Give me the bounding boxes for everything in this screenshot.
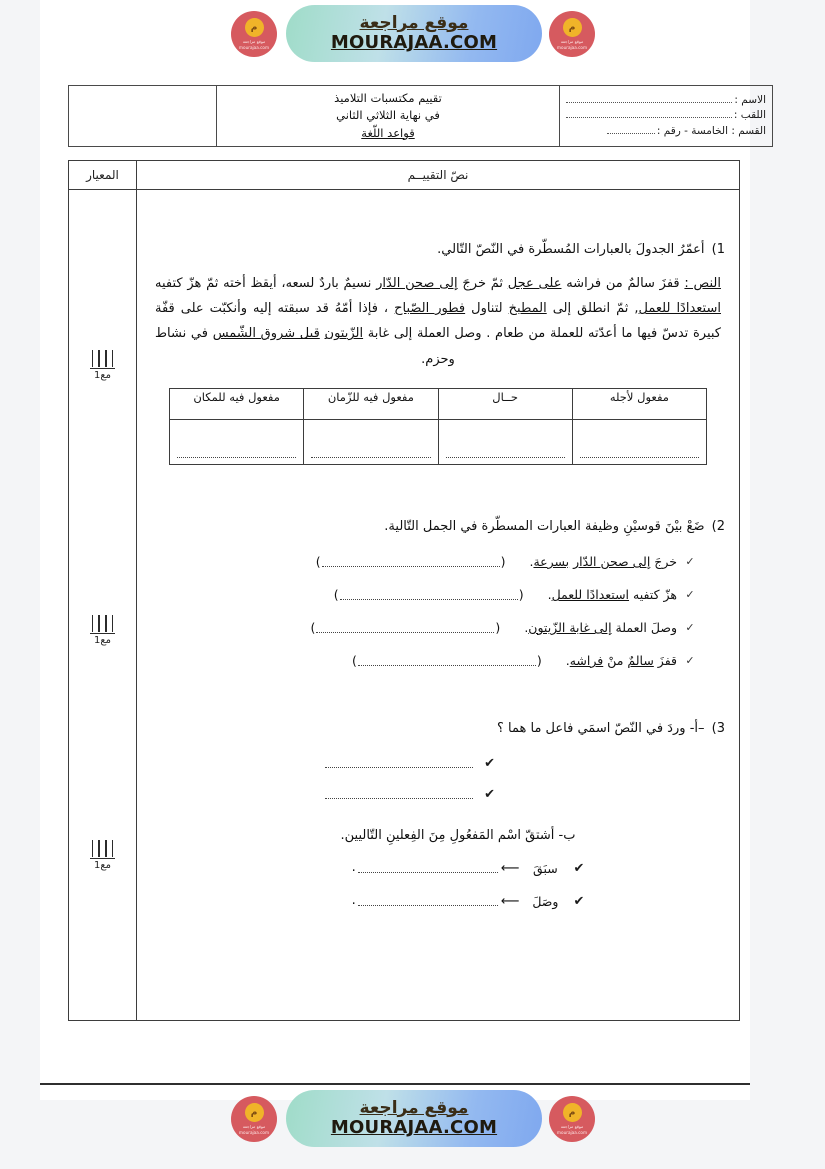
sentence-underlined: إلى غابة الزّيتون — [528, 619, 612, 635]
grid-header-maful-fih-zaman: مفعول فيه للزّمان — [304, 389, 438, 420]
list-item — [151, 894, 725, 909]
answer-parentheses[interactable] — [334, 587, 524, 602]
table-row — [69, 86, 773, 147]
answer-line — [580, 449, 699, 458]
class-field-row — [566, 124, 766, 139]
sentence-underlined: فراشه — [569, 652, 604, 668]
paren-open: ( — [495, 620, 501, 636]
banner-website-url: MOURAJAA.COM — [330, 32, 498, 54]
answer-line[interactable] — [358, 863, 498, 873]
logo-caption-ar: موقع مراجعة — [242, 39, 266, 45]
exercise-3-part-b-instruction: ب- أشتقّ اسْم المَفعُولِ مِنَ الفِعلينِ التّاليين. — [340, 827, 576, 843]
verb-text: وصَلَ — [532, 893, 559, 909]
list-item — [151, 618, 725, 638]
passage-text: ، فإذا أمّهُ قد سبقته إليه وأنكبّت على قفّة كبيرة تدسّ فيها ما أعدّته للعملة من طعام . وصل العملة إلى غابة — [155, 301, 722, 342]
logo-badge-icon: م — [563, 18, 582, 37]
class-label: القسم : الخامسة - رقم : — [656, 124, 766, 137]
answer-line — [446, 449, 565, 458]
assessment-body-cell — [137, 190, 740, 1021]
check-icon: ✓ — [685, 555, 695, 569]
criterion-label: مع1 — [93, 370, 112, 381]
answer-line — [311, 449, 430, 458]
grid-header-maful-fih-makan: مفعول فيه للمكان — [170, 389, 304, 420]
mourajaa-logo-right-icon — [549, 1096, 595, 1142]
logo-badge-icon: م — [245, 1103, 264, 1122]
sentence-text — [560, 651, 683, 671]
sentence-plain: . — [529, 553, 534, 569]
class-number-input-line[interactable] — [607, 124, 655, 134]
exercise-3-number: 3) — [711, 720, 725, 736]
list-item — [151, 861, 725, 876]
paren-close: ) — [310, 620, 316, 636]
exercise-2-instruction: ضَعْ بيْنَ قوسيْنِ وظيفة العبارات المسطّرة في الجمل التّالية. — [384, 519, 705, 535]
paren-close: ) — [315, 554, 321, 570]
exercise-1-grid-wrapper — [151, 388, 725, 465]
answer-line — [316, 623, 494, 633]
logo-caption — [239, 39, 269, 50]
column-header-criterion: المعيار — [69, 161, 137, 190]
passage-underlined-phrase: على عجل — [507, 275, 562, 291]
sentence-underlined: استعدادًا للعمل — [551, 586, 630, 602]
passage-body — [155, 276, 721, 367]
passage-text: لتناول — [465, 301, 509, 317]
exercise-2 — [151, 517, 725, 671]
score-blank-cell[interactable] — [69, 86, 217, 147]
banner-arabic-title: موقع مراجعة — [359, 12, 469, 33]
list-item — [151, 787, 725, 802]
check-icon: ✔ — [573, 893, 585, 909]
bottom-watermark-banner — [228, 1088, 598, 1150]
logo-caption — [239, 1124, 269, 1135]
assessment-table — [68, 160, 740, 1021]
exercise-3-verb-list — [151, 861, 725, 909]
passage-text: في نشاط وحزم. — [155, 326, 455, 367]
table-header-row — [170, 389, 707, 420]
name-label: الاسم : — [734, 94, 766, 107]
passage-underlined-phrase: قبل شروق الشّمس — [212, 326, 320, 342]
passage-underlined-phrase: استعدادًا للعمل — [638, 301, 721, 317]
exercise-2-sentence-list — [151, 552, 725, 671]
banner-arabic-title: موقع مراجعة — [359, 1097, 469, 1118]
surname-field-row — [566, 108, 766, 123]
table-row — [170, 420, 707, 465]
sentence-plain: . — [547, 586, 552, 602]
arrow-icon: ⟵ — [500, 893, 520, 909]
answer-cell[interactable] — [572, 420, 706, 465]
tally-marks — [90, 350, 115, 369]
logo-caption-en: mourajaa.com — [556, 1129, 588, 1135]
check-icon: ✔ — [484, 755, 495, 771]
answer-line[interactable] — [358, 896, 498, 906]
logo-caption-en: mourajaa.com — [238, 44, 270, 50]
sentence-plain: هزّ كتفيه — [629, 586, 677, 602]
tally-marks — [90, 615, 115, 634]
exercise-3-title — [151, 719, 725, 740]
answer-cell[interactable] — [304, 420, 438, 465]
logo-caption — [557, 39, 587, 50]
answer-line — [340, 590, 518, 600]
banner-text-block — [286, 1090, 542, 1147]
footer-divider — [40, 1083, 750, 1085]
answer-line[interactable] — [325, 758, 473, 768]
exercise-1-instruction: أعمّرُ الجدولَ بالعبارات المُسطّرة في النّصّ التّالي. — [437, 242, 705, 257]
check-icon: ✓ — [685, 621, 695, 635]
arrow-icon: ⟵ — [500, 860, 520, 876]
name-input-line[interactable] — [566, 93, 732, 103]
grid-header-maful-liajlih: مفعول لأجله — [572, 389, 706, 420]
check-icon: ✓ — [685, 654, 695, 668]
grammar-function-table — [169, 388, 707, 465]
logo-caption-en: mourajaa.com — [556, 44, 588, 50]
student-identity-table — [68, 85, 773, 147]
answer-line[interactable] — [325, 789, 473, 799]
paren-close: ) — [351, 653, 357, 669]
sentence-text — [542, 585, 683, 605]
logo-caption-ar: موقع مراجعة — [560, 39, 584, 45]
period-mark: . — [351, 893, 356, 909]
top-watermark-banner — [228, 3, 598, 65]
banner-website-url: MOURAJAA.COM — [330, 1117, 498, 1139]
logo-caption-en: mourajaa.com — [238, 1129, 270, 1135]
sentence-underlined: إلى صحن الدّار — [573, 553, 651, 569]
mourajaa-logo-right-icon — [549, 11, 595, 57]
logo-caption — [557, 1124, 587, 1135]
answer-parentheses[interactable] — [316, 554, 506, 569]
paren-open: ( — [518, 587, 524, 603]
period-mark: . — [351, 860, 356, 876]
exercise-1-title — [151, 240, 725, 261]
exercise-3-answer-list — [151, 756, 725, 802]
answer-line — [177, 449, 296, 458]
criterion-mark-2 — [69, 615, 136, 646]
name-field-row — [566, 93, 766, 108]
exercise-3-part-a-instruction: وردَ في النّصّ اسمَي فاعل ما هما ؟ — [497, 720, 686, 736]
passage-text: , ثمّ انطلق إلى — [546, 301, 639, 317]
mourajaa-logo-left-icon — [231, 11, 277, 57]
list-item — [151, 552, 725, 572]
exercise-3-part-a-label: –أ- — [689, 720, 705, 736]
table-row — [69, 190, 740, 1021]
logo-caption-ar: موقع مراجعة — [242, 1124, 266, 1130]
tally-marks — [90, 840, 115, 859]
passage-underlined-phrase: فطور الصّباح — [394, 301, 466, 317]
criterion-column-cell — [69, 190, 137, 1021]
exam-subject: قواعد اللّغة — [361, 125, 415, 140]
exam-title-cell — [217, 86, 560, 147]
passage-text: نسيمٌ باردٌ لسعه، أيقظ أخته ثمّ هزّ كتفيه — [155, 275, 377, 291]
list-item — [151, 756, 725, 771]
sentence-plain: منْ — [603, 652, 628, 668]
logo-badge-icon: م — [563, 1103, 582, 1122]
answer-line — [358, 656, 536, 666]
exercise-1 — [151, 240, 725, 465]
criterion-label: مع1 — [93, 860, 112, 871]
sentence-text — [523, 552, 683, 572]
passage-underlined-phrase: إلى صحن الدّار — [376, 275, 458, 291]
student-info-cell — [560, 86, 773, 147]
sentence-underlined: بسرعة — [533, 553, 570, 569]
passage-text: ثمّ خرجَ — [457, 275, 508, 291]
sentence-underlined: سالمٌ — [627, 652, 654, 668]
sentence-plain: . — [565, 652, 570, 668]
criterion-label: مع1 — [93, 635, 112, 646]
paren-close: ) — [333, 587, 339, 603]
exam-title-line-1: تقييم مكتسبات التلاميذ — [334, 91, 442, 106]
exercise-1-passage — [151, 271, 725, 372]
answer-cell[interactable] — [438, 420, 572, 465]
mourajaa-logo-left-icon — [231, 1096, 277, 1142]
verb-text: سبَقَ — [533, 860, 558, 876]
passage-underlined-phrase: المطبخ — [508, 301, 547, 317]
logo-caption-ar: موقع مراجعة — [560, 1124, 584, 1130]
passage-underlined-phrase: الزّيتون — [324, 326, 364, 342]
passage-text: قفزَ سالمٌ من فراشه — [561, 275, 680, 291]
criterion-mark-3 — [69, 840, 136, 871]
answer-line — [322, 557, 500, 567]
exercise-1-number: 1) — [711, 242, 725, 257]
check-icon: ✓ — [685, 588, 695, 602]
logo-badge-icon: م — [245, 18, 264, 37]
paren-open: ( — [536, 653, 542, 669]
answer-parentheses[interactable] — [352, 653, 542, 668]
check-icon: ✔ — [573, 860, 585, 876]
exercise-3 — [151, 719, 725, 909]
grid-header-hal: حــال — [438, 389, 572, 420]
sentence-plain: قفزَ — [653, 652, 677, 668]
exercise-2-number: 2) — [711, 519, 725, 535]
answer-parentheses[interactable] — [311, 620, 501, 635]
surname-input-line[interactable] — [566, 108, 732, 118]
exam-title-line-2: في نهاية الثلاثي الثاني — [336, 108, 440, 123]
exercise-2-title — [151, 517, 725, 538]
sentence-text — [518, 618, 683, 638]
surname-label: اللقب : — [733, 109, 766, 122]
check-icon: ✔ — [484, 786, 495, 802]
column-header-assessment-text: نصّ التقييــم — [137, 161, 740, 190]
criterion-mark-1 — [69, 350, 136, 381]
sentence-plain: . — [524, 619, 529, 635]
sentence-plain: وصلَ العملة — [611, 619, 677, 635]
banner-text-block — [286, 5, 542, 62]
sentence-plain: خرجَ — [650, 553, 677, 569]
paren-open: ( — [500, 554, 506, 570]
answer-cell[interactable] — [170, 420, 304, 465]
table-header-row — [69, 161, 740, 190]
passage-label: النص : — [684, 275, 721, 291]
list-item — [151, 651, 725, 671]
list-item — [151, 585, 725, 605]
